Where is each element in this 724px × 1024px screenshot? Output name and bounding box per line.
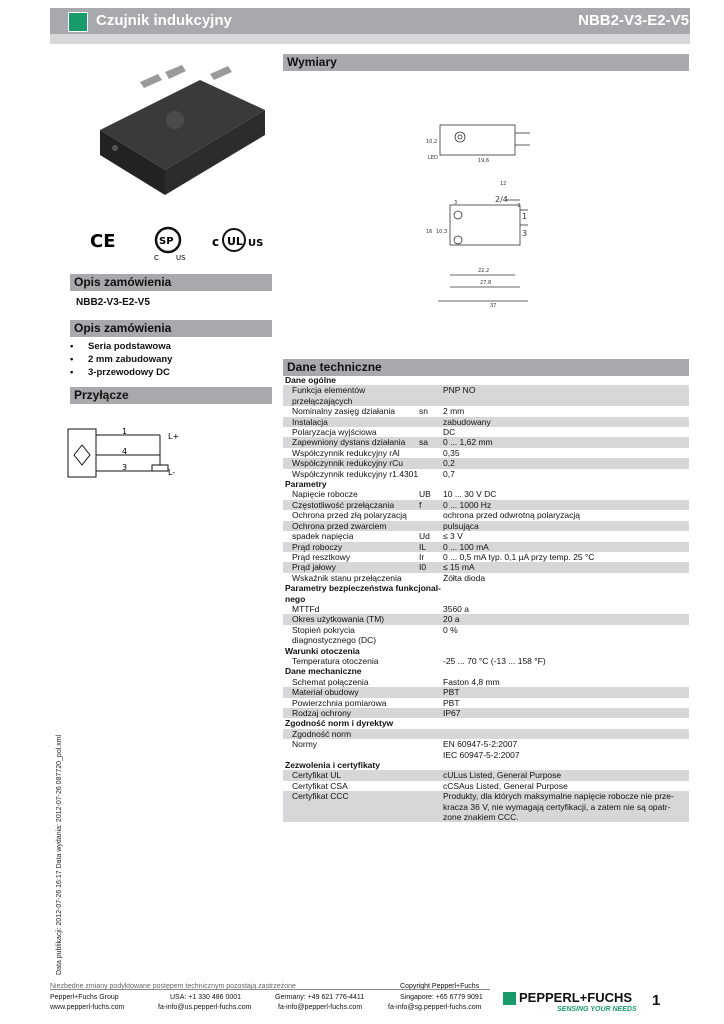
- tech-row: [283, 542, 689, 552]
- tech-row: [283, 687, 689, 697]
- header-square-icon: [68, 12, 88, 32]
- tech-row: [283, 552, 689, 562]
- tech-param-label: Schemat połączenia: [292, 676, 369, 687]
- tech-param-symbol: [419, 385, 443, 406]
- lplus-label: L+: [168, 432, 180, 441]
- tech-param-label: Okres użytkowania (TM): [292, 614, 385, 625]
- footer-group: Pepperl+Fuchs Group: [50, 994, 119, 1001]
- tech-param-symbol: [419, 448, 443, 458]
- footer-usa-phone: USA: +1 330 486 0001: [170, 994, 242, 1001]
- tech-param-symbol: sa: [419, 437, 428, 448]
- tech-param-symbol: [419, 604, 443, 614]
- tech-row: [283, 458, 689, 468]
- tech-param-symbol: I0: [419, 562, 427, 573]
- tech-row: [283, 791, 689, 822]
- tech-row: [283, 417, 689, 427]
- tech-param-value: PBT: [443, 687, 460, 698]
- tech-param-symbol: [419, 573, 443, 583]
- tech-param-value: [449, 666, 689, 676]
- tech-param-value: ochrona przed odwrotną polaryzacją: [443, 510, 581, 521]
- product-photo: [90, 60, 270, 200]
- tech-row: [283, 614, 689, 624]
- tech-param-label: Nominalny zasięg działania: [292, 406, 396, 417]
- footer-usa-mail-link[interactable]: fa-info@us.pepperl-fuchs.com: [158, 1004, 252, 1011]
- brand-slogan: SENSING YOUR NEEDS: [557, 1006, 637, 1013]
- tech-param-symbol: [419, 770, 443, 780]
- svg-text:SP: SP: [159, 236, 174, 247]
- dim-1: 1: [522, 212, 528, 221]
- section-opis-zamowienia-2: Opis zamówienia: [70, 320, 272, 337]
- tech-row: [283, 469, 689, 479]
- tech-row: [283, 729, 689, 739]
- tech-group-header: [283, 646, 689, 656]
- tech-row: [283, 739, 689, 749]
- tech-param-value: Produkty, dla których maksymalne napięcie robocze nie prze-kracza 36 V, nie wymagają certyfikacji, a zatem nie są opatr-zone znakiem CCC.: [443, 791, 674, 823]
- tech-param-label: Materiał obudowy: [292, 687, 359, 698]
- footer-singapore-phone: Singapore: +65 6779 9091: [400, 994, 483, 1001]
- tech-param-symbol: [419, 469, 443, 479]
- dim-16: 16: [426, 229, 433, 235]
- tech-param-symbol: [419, 417, 443, 427]
- tech-param-symbol: [419, 521, 443, 531]
- section-wymiary: Wymiary: [283, 54, 689, 71]
- tech-param-label: Funkcja elementów przełączających: [292, 385, 366, 406]
- tech-param-label: Zapewniony dystans działania: [292, 437, 406, 448]
- dim-19-6: 19,6: [478, 158, 490, 164]
- tech-row: [283, 781, 689, 791]
- tech-param-symbol: [419, 614, 443, 624]
- svg-text:US: US: [248, 238, 264, 249]
- tech-group-header: [283, 479, 689, 489]
- tech-param-value: [443, 729, 689, 739]
- tech-param-label: Zezwolenia i certyfikaty: [285, 760, 380, 771]
- tech-param-symbol: [419, 729, 443, 739]
- tech-param-value: ≤ 3 V: [443, 531, 463, 542]
- tech-param-value: cCSAus Listed, General Purpose: [443, 780, 568, 791]
- tech-param-symbol: [419, 781, 443, 791]
- feature-item: • 3-przewodowy DC: [70, 366, 172, 379]
- tech-row: [283, 531, 689, 541]
- pf-logo-icon: [503, 992, 516, 1005]
- tech-param-value: ≤ 15 mA: [443, 562, 475, 573]
- tech-param-symbol: [419, 698, 443, 708]
- footer-web-link[interactable]: www.pepperl-fuchs.com: [50, 1004, 125, 1011]
- dimension-drawing: [420, 115, 530, 310]
- tech-param-value: 0 ... 1000 Hz: [443, 499, 492, 510]
- section-dane-techniczne: Dane techniczne: [283, 359, 689, 376]
- tech-row: [283, 677, 689, 687]
- tech-param-value: 0,2: [443, 458, 455, 469]
- tech-row: [283, 698, 689, 708]
- tech-param-symbol: IL: [419, 541, 427, 552]
- tech-param-label: Temperatura otoczenia: [292, 655, 379, 666]
- tech-param-label: Dane mechaniczne: [285, 666, 362, 677]
- tech-param-label: Certyfikat CSA: [292, 780, 348, 791]
- ul-mark-icon: [212, 226, 272, 254]
- tech-param-label: Zgodność norm i dyrektyw: [285, 718, 394, 729]
- footer-singapore-mail-link[interactable]: fa-info@sg.pepperl-fuchs.com: [388, 1004, 482, 1011]
- tech-param-label: Certyfikat CCC: [292, 791, 349, 802]
- product-code: NBB2-V3-E2-V5: [578, 12, 689, 29]
- lminus-label: L-: [168, 468, 176, 477]
- pin-3-label: 3: [122, 463, 128, 472]
- tech-param-value: zabudowany: [443, 416, 491, 427]
- feature-item: • 2 mm zabudowany: [70, 353, 172, 366]
- footer-copyright: Copyright Pepperl+Fuchs: [400, 983, 480, 990]
- tech-param-label: Powierzchnia pomiarowa: [292, 697, 387, 708]
- tech-group-header: [283, 666, 689, 676]
- tech-param-label: Napięcie robocze: [292, 489, 358, 500]
- tech-param-value: Żółta dioda: [443, 572, 486, 583]
- tech-param-value: Faston 4,8 mm: [443, 676, 500, 687]
- tech-param-value: PNP NO: [443, 385, 476, 396]
- tech-param-value: 0,7: [443, 468, 455, 479]
- tech-row: [283, 562, 689, 572]
- tech-row: [283, 708, 689, 718]
- page-title: Czujnik indukcyjny: [96, 12, 232, 29]
- footer-divider: [50, 989, 490, 990]
- svg-text:US: US: [176, 254, 186, 262]
- tech-param-symbol: [419, 427, 443, 437]
- tech-param-value: [449, 583, 689, 604]
- tech-row: [283, 510, 689, 520]
- tech-param-value: -25 ... 70 °C (-13 ... 158 °F): [443, 655, 546, 666]
- tech-param-value: 0,35: [443, 447, 460, 458]
- tech-row: [283, 521, 689, 531]
- tech-param-value: [449, 375, 689, 385]
- footer-germany-mail-link[interactable]: fa-info@pepperl-fuchs.com: [278, 1004, 363, 1011]
- svg-text:UL: UL: [227, 235, 243, 248]
- tech-row: [283, 656, 689, 666]
- dim-37: 37: [490, 303, 497, 309]
- tech-param-value: 20 a: [443, 614, 460, 625]
- tech-param-label: Warunki otoczenia: [285, 645, 360, 656]
- tech-row: [283, 489, 689, 499]
- tech-param-value: 3560 a: [443, 603, 469, 614]
- tech-param-label: Współczynnik redukcyjny rAl: [292, 447, 400, 458]
- tech-table: [283, 375, 689, 822]
- tech-param-label: Dane ogólne: [285, 375, 337, 385]
- wiring-diagram: [60, 425, 200, 485]
- tech-param-value: 0 ... 0,5 mA typ. 0,1 µA przy temp. 25 °C: [443, 551, 595, 562]
- feature-list: [70, 340, 172, 379]
- ce-mark-icon: [88, 230, 118, 250]
- tech-param-symbol: Ud: [419, 531, 430, 542]
- tech-param-label: Parametry bezpieczeństwa funkcjonal-nego: [285, 583, 441, 604]
- order-code: NBB2-V3-E2-V5: [76, 297, 150, 308]
- tech-param-value: [449, 646, 689, 656]
- dim-22-2: 22,2: [478, 268, 490, 274]
- svg-text:c: c: [212, 235, 220, 249]
- tech-param-value: pulsująca: [443, 520, 479, 531]
- tech-row: [283, 750, 689, 760]
- tech-row: [283, 604, 689, 614]
- dim-3-b: 3: [454, 200, 458, 206]
- footer-germany-phone: Germany: +49 621 776-4411: [275, 994, 365, 1001]
- tech-param-label: Współczynnik redukcyjny r1.4301: [292, 468, 419, 479]
- dim-12: 12: [500, 181, 507, 187]
- tech-param-symbol: [419, 625, 443, 646]
- tech-param-label: Polaryzacja wyjściowa: [292, 427, 377, 438]
- tech-param-symbol: [419, 687, 443, 697]
- tech-param-label: Stopień pokrycia diagnostycznego (DC): [292, 624, 377, 646]
- feature-item: • Seria podstawowa: [70, 340, 172, 353]
- dim-3-c: 3: [517, 203, 521, 209]
- dim-10-3: 10,3: [436, 229, 448, 235]
- tech-param-symbol: f: [419, 499, 422, 510]
- footer-notice: Niezbędne zmiany podyktowane postępem technicznym pozostają zastrzeżone: [50, 983, 296, 990]
- tech-param-label: Ochrona przed zwarciem: [292, 520, 387, 531]
- tech-group-header: [283, 375, 689, 385]
- tech-param-label: Prąd roboczy: [292, 541, 343, 552]
- tech-param-value: 2 mm: [443, 406, 465, 417]
- dim-led: LED: [428, 155, 438, 161]
- tech-param-label: Ochrona przed złą polaryzacją: [292, 510, 407, 521]
- tech-param-value: 0 ... 100 mA: [443, 541, 489, 552]
- page-number: 1: [652, 992, 661, 1009]
- csa-mark-icon: [150, 222, 190, 262]
- tech-param-label: Częstotliwość przełączania: [292, 499, 395, 510]
- svg-text:C: C: [154, 254, 159, 262]
- tech-param-symbol: [419, 791, 443, 822]
- tech-row: [283, 437, 689, 447]
- tech-param-value: 10 ... 30 V DC: [443, 489, 497, 500]
- tech-param-symbol: [419, 739, 443, 749]
- tech-row: [283, 385, 689, 406]
- tech-param-value: [449, 760, 689, 770]
- tech-param-label: MTTFd: [292, 603, 320, 614]
- header-band: [50, 34, 690, 44]
- tech-param-value: [449, 718, 689, 728]
- tech-param-label: Normy: [292, 739, 318, 750]
- dim-10-2: 10,2: [426, 139, 438, 145]
- pin-1-label: 1: [122, 427, 128, 436]
- dim-3: 3: [522, 229, 528, 238]
- tech-param-symbol: [419, 458, 443, 468]
- tech-param-label: Instalacja: [292, 416, 328, 427]
- tech-param-label: spadek napięcia: [292, 531, 354, 542]
- dim-2-4: 2/4: [495, 195, 508, 204]
- tech-param-label: Rodzaj ochrony: [292, 708, 352, 718]
- tech-param-label: Współczynnik redukcyjny rCu: [292, 458, 404, 469]
- tech-param-value: [449, 479, 689, 489]
- tech-param-value: EN 60947-5-2:2007: [443, 739, 518, 750]
- tech-param-label: Zgodność norm: [292, 728, 352, 739]
- tech-row: [283, 427, 689, 437]
- pin-4-label: 4: [122, 447, 128, 456]
- tech-param-value: IP67: [443, 708, 461, 718]
- tech-param-symbol: [419, 708, 443, 718]
- tech-param-value: IEC 60947-5-2:2007: [443, 749, 520, 760]
- tech-param-value: DC: [443, 427, 456, 438]
- brand-name: PEPPERL+FUCHS: [519, 990, 633, 1005]
- tech-param-symbol: sn: [419, 406, 428, 417]
- svg-text:CE: CE: [90, 231, 116, 250]
- tech-param-label: Parametry: [285, 479, 327, 490]
- tech-param-value: 0 ... 1,62 mm: [443, 437, 493, 448]
- tech-group-header: [283, 718, 689, 728]
- tech-param-symbol: [419, 677, 443, 687]
- tech-param-label: Certyfikat UL: [292, 770, 342, 781]
- tech-param-label: [283, 750, 419, 760]
- tech-row: [283, 770, 689, 780]
- tech-param-value: PBT: [443, 697, 460, 708]
- tech-param-symbol: UB: [419, 489, 431, 500]
- tech-group-header: [283, 760, 689, 770]
- tech-param-label: Prąd jałowy: [292, 562, 336, 573]
- tech-param-label: Prąd resztkowy: [292, 551, 351, 562]
- tech-param-value: cULus Listed, General Purpose: [443, 770, 562, 781]
- publication-info: Data publikacji: 2012-07-26 16:17 Data wydania: 2012-07-26 087720_pol.xml: [56, 734, 63, 975]
- tech-param-symbol: [419, 510, 443, 520]
- dim-27-8: 27,8: [480, 280, 492, 286]
- tech-row: [283, 573, 689, 583]
- tech-param-value: 0 %: [443, 624, 458, 635]
- tech-row: [283, 448, 689, 458]
- section-przylacze: Przyłącze: [70, 387, 272, 404]
- tech-param-label: Wskaźnik stanu przełączenia: [292, 572, 402, 583]
- tech-row: [283, 500, 689, 510]
- tech-param-symbol: [419, 656, 443, 666]
- section-opis-zamowienia-1: Opis zamówienia: [70, 274, 272, 291]
- tech-row: [283, 625, 689, 646]
- tech-param-symbol: [419, 750, 443, 760]
- tech-param-symbol: Ir: [419, 551, 425, 562]
- tech-row: [283, 406, 689, 416]
- tech-group-header: [283, 583, 689, 604]
